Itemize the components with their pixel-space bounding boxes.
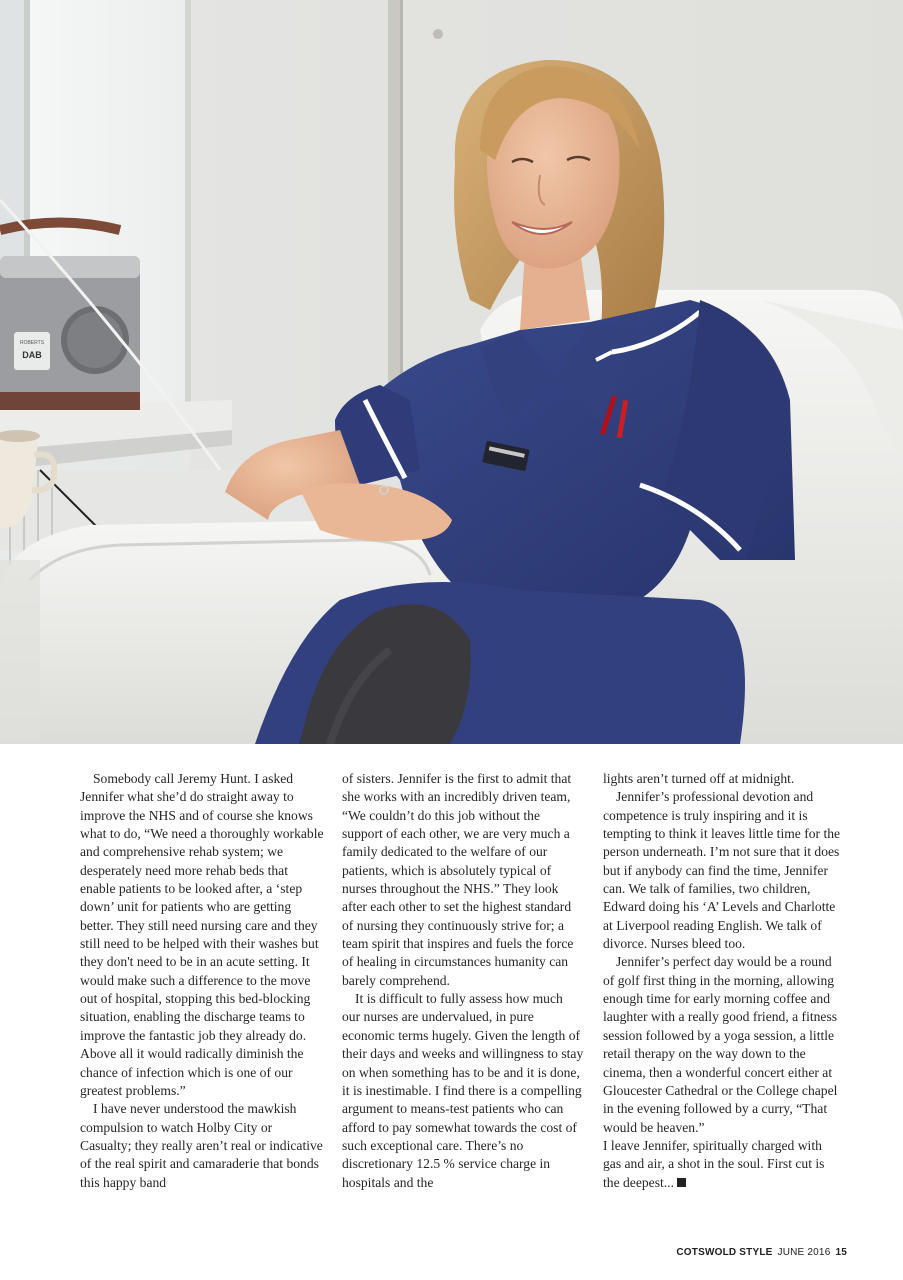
paragraph: I have never understood the mawkish compulsion to watch Holby City or Casualty; they really aren’t real or indicative of the real spirit and camaraderie that bonds this happy band <box>80 1101 323 1190</box>
issue-date: JUNE 2016 <box>777 1247 831 1258</box>
paragraph: lights aren’t turned off at midnight. <box>603 771 795 786</box>
magazine-name: COTSWOLD STYLE <box>676 1247 773 1258</box>
paragraph: Jennifer’s professional devotion and competence is truly inspiring and it is tempting to think it leaves little time for the person underneath. I’m not sure that it does but if anybody can find the time, Jennifer can. We talk of families, two children, Edward doing his ‘A’ Levels and Charlotte at Liverpool reading English. We talk of divorce. Nurses bleed too. <box>603 789 841 952</box>
page-folio <box>676 1247 847 1258</box>
radio-dab-label: DAB <box>22 350 42 360</box>
closing-paragraph <box>603 1137 843 1192</box>
paragraph: It is difficult to fully assess how much our nurses are undervalued, in pure economic terms hugely. Given the length of their days and weeks and willingness to stay on when something has to be and it is done, it is inestimable. I find there is a compelling argument to means-test patients who can afford to pay somewhat towards the cost of such exceptional care. There’s no discretionary 12.5 % service charge in hospitals and the <box>342 991 584 1190</box>
paragraph: Somebody call Jeremy Hunt. I asked Jennifer what she’d do straight away to improve the NHS and of course she knows what to do, “We need a thoroughly workable and comprehensive rehab system; we desperately need more rehab beds that enable patients to be looked after, a ‘step down’ unit for patients who are getting better. They still need nursing care and they still need to be helped with their washes but they don't need to be in an acute setting. It would make such a difference to the move out of hospital, stopping this bed-blocking situation, enabling the discharge teams to improve the fantastic job they already do. Above all it would radically diminish the chance of infection which is one of our greatest problems.” <box>80 771 324 1098</box>
paragraph: of sisters. Jennifer is the first to admit that she works with an incredibly driven team, “We couldn’t do this job without the support of each other, we are very much a family dedicated to the welfare of our patients, which is absolutely typical of nurses throughout the NHS.” They look after each other to set the highest standard of nursing they continuously strive for; a team spirit that inspires and fuels the force of healing in circumstances humanity can barely comprehend. <box>342 771 574 988</box>
closing-text: I leave Jennifer, spiritually charged with gas and air, a shot in the soul. First cut is the deepest... <box>603 1137 825 1190</box>
article-column-3 <box>603 770 843 1192</box>
page-number: 15 <box>835 1247 847 1258</box>
paragraph: Jennifer’s perfect day would be a round of golf first thing in the morning, allowing enough time for early morning coffee and laughter with a really good friend, a fitness session followed by a yoga session, a little retail therapy on the way down to the cinema, then a wonderful concert either at Gloucester Cathedral or the College chapel in the evening followed by a curry, “That would be heaven.” <box>603 954 838 1135</box>
end-mark-icon <box>677 1178 686 1187</box>
radio-brand-label: ROBERTS <box>19 340 45 346</box>
article-column-2 <box>342 770 584 1192</box>
article-column-1 <box>80 770 324 1192</box>
